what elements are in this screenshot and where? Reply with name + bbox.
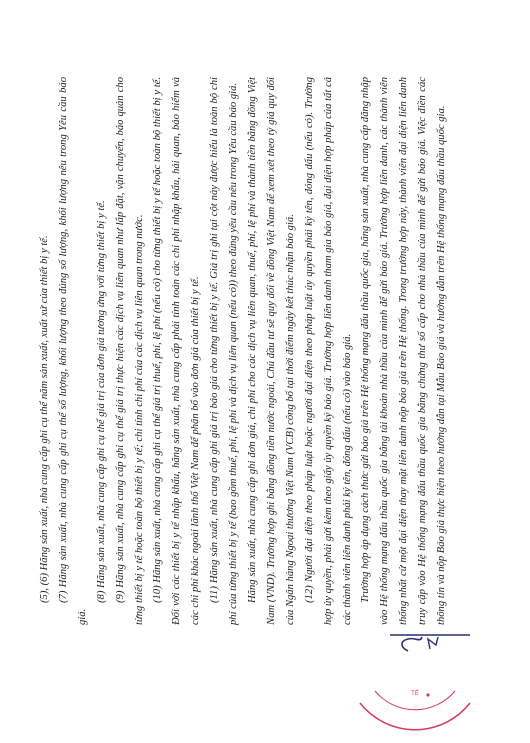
stamp-dot	[426, 693, 429, 696]
paragraph: (10) Hãng sản xuất, nhà cung cấp ghi cụ thể giá trị thuế, phí, lệ phí (nếu có) cho từng thiết bị y tế hoặc toàn bộ thiết bị y tế. Đối với các thiết bị y tế nhập khẩu, hãng sản xuất, nhà cung cấp phải tính toán các chi phí nhập khẩu, hải quan, bảo hiểm và các chi phí khác ngoài lãnh thổ Việt Nam để phân bổ vào đơn giá của thiết bị y tế.	[152, 77, 202, 625]
paragraph: Hãng sản xuất, nhà cung cấp ghi đơn giá, chi phí cho các dịch vụ liên quan, thuế, phí, lệ phí và thành tiền bằng đồng Việt Nam (VND). Trường hợp ghi bằng đồng tiền nước ngoài, Chủ đầu tư sẽ quy đổi về đồng Việt Nam để xem xét theo tỷ giá quy đổi của Ngân hàng Ngoại thương Việt Nam (VCB) công bố tại thời điểm ngày kết thúc nhận báo giá.	[246, 77, 296, 625]
paragraph: (5), (6) Hãng sản xuất, nhà cung cấp ghi cụ thể năm sản xuất, xuất xứ của thiết bị y tế.	[39, 235, 50, 603]
paragraph: (12) Người đại diện theo pháp luật hoặc người đại diện theo pháp luật ủy quyền phải ký tên, đóng dấu (nếu có). Trường hợp ủy quyền, phải gửi kèm theo giấy ủy quyền ký báo giá. Trường hợp liên danh tham gia báo giá, đại diện hợp pháp của tất cả các thành viên liên danh phải ký tên, đóng dấu (nếu có) vào báo giá.	[303, 77, 353, 625]
paragraph: Trường hợp áp dụng cách thức gửi báo giá trên Hệ thống mạng đấu thầu quốc gia, hãng sản xuất, nhà cung cấp đăng nhập vào Hệ thống mạng đấu thầu quốc gia bằng tài khoản nhà thầu của mình để gửi báo giá. Trường hợp liên danh, các thành viên thống nhất cử một đại diện thay mặt liên danh nộp báo giá trên Hệ thống. Trong trường hợp này, thành viên đại diện liên danh truy cập vào Hệ thống mạng đấu thầu quốc gia bằng chứng thư số cấp cho nhà thầu của mình để gửi báo giá. Việc điền các thông tin và nộp Báo giá thực hiện theo hướng dẫn tại Mẫu Báo giá và hướng dẫn trên Hệ thống mạng đấu thầu quốc gia.	[360, 77, 448, 625]
red-stamp-and-signature	[330, 621, 515, 731]
signature-stroke-2	[428, 637, 438, 649]
stamp-signature-area	[330, 621, 515, 731]
stamp-lettering: TẾ	[411, 691, 419, 697]
stamp-outer-arc	[360, 703, 470, 730]
paragraph: (8) Hãng sản xuất, nhà cung cấp ghi cụ thể giá trị của đơn giá tương ứng với từng thiết bị y tế.	[95, 200, 107, 603]
paragraph: (11) Hãng sản xuất, nhà cung cấp ghi giá trị báo giá cho từng thiết bị y tế. Giá trị ghi tại cột này được hiểu là toàn bộ chi phí của từng thiết bị y tế (bao gồm thuế, phí, lệ phí và dịch vụ liên quan (nếu có)) theo đúng yêu cầu nêu trong Yêu cầu báo giá.	[209, 77, 240, 625]
signature-stroke-1	[402, 637, 422, 651]
paragraph: (7) Hãng sản xuất, nhà cung cấp ghi cụ thể số lượng, khối lượng theo đúng số lượng, khối lượng nêu trong Yêu cầu báo giá.	[57, 77, 88, 625]
paragraph: (9) Hãng sản xuất, nhà cung cấp ghi cụ thể giá trị thực hiện các dịch vụ liên quan như lắp đặt, vận chuyển, bảo quản cho từng thiết bị y tế hoặc toàn bộ thiết bị y tế; chi tính chi phí của các dịch vụ liên quan trong nước.	[114, 77, 145, 625]
document-body	[36, 77, 452, 625]
